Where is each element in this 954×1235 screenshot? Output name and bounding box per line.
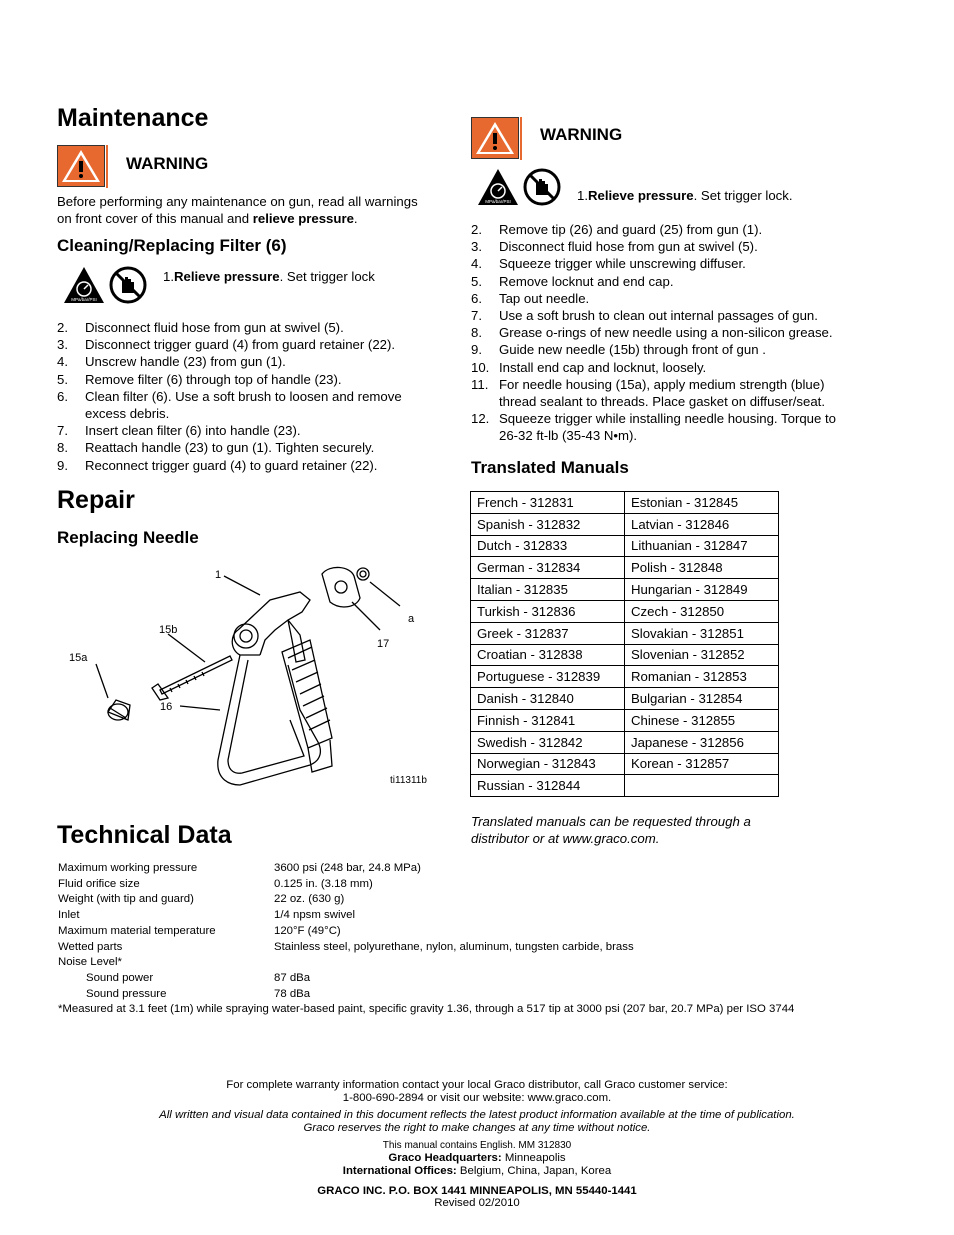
callout-16: 16 [160,701,173,713]
translated-note: Translated manuals can be requested through a distributor or at www.graco.com. [471,814,751,846]
table-row: Italian - 312835 Hungarian - 312849 [471,579,779,601]
callout-15a: 15a [69,652,88,664]
technical-title: Technical Data [57,821,232,849]
warranty-info: For complete warranty information contact your local Graco distributor, call Graco customer service: 1-800-690-2894 or visit our website: www.graco.com. [226,1079,728,1104]
needle-step-1: 1.Relieve pressure. Set trigger lock. [577,188,793,203]
list-item: 8. Reattach handle (23) to gun (1). Tighten securely. [57,440,375,456]
disclaimer: All written and visual data contained in this document reflects the latest product information available at the time of publication. Graco reserves the right to make changes at any time without notice. [159,1109,795,1134]
translated-table [470,491,779,797]
technical-table: Maximum working pressure 3600 psi (248 bar, 24.8 MPa) Fluid orifice size 0.125 in. (3.18 mm) Weight (with tip and guard) 22 oz. (630 g) Inlet 1/4 npsm swivel Maximum material temperature 120°F (49°C) Wetted parts Stainless steel, polyurethane, nylon, aluminum, tungsten carbide, brass Noise Level* Sound power 87 dBa Sound pressure 78 dBa [58,862,634,1000]
company-address: GRACO INC. P.O. BOX 1441 MINNEAPOLIS, MN 55440-1441 [317,1185,637,1197]
table-row: French - 312831 Estonian - 312845 [471,492,779,514]
list-item: 10. Install end cap and locknut, loosely. [471,359,707,375]
list-item: 2. Remove tip (26) and guard (25) from gun (1). [471,222,763,237]
no-hand-icon [108,265,148,305]
list-item: 2. Disconnect fluid hose from gun at swivel (5). [57,320,344,335]
list-item: 9. Guide new needle (15b) through front of gun . [471,342,766,358]
pressure-gauge-icon [476,167,520,207]
list-item: 3. Disconnect fluid hose from gun at swivel (5). [471,239,758,255]
warning-icon [57,145,105,187]
list-item: 6. Tap out needle. [471,290,590,306]
maintenance-intro [57,193,447,227]
warning-label: WARNING [126,154,209,173]
svg-text:MPa/bar/PSI: MPa/bar/PSI [485,199,511,204]
table-row: Turkish - 312836 Czech - 312850 [471,600,779,622]
list-item: 7. Use a soft brush to clean out internal passages of gun. [471,308,818,324]
table-row: Portuguese - 312839 Romanian - 312853 [471,666,779,688]
figure-id: ti11311b [390,775,427,786]
table-row: Swedish - 312842 Japanese - 312856 [471,731,779,753]
table-row: Dutch - 312833 Lithuanian - 312847 [471,535,779,557]
warning-divider [106,145,108,188]
needle-title: Replacing Needle [57,528,199,547]
list-item: 4. Squeeze trigger while unscrewing diffuser. [471,256,746,272]
table-row: Danish - 312840 Bulgarian - 312854 [471,688,779,710]
table-row: Spanish - 312832 Latvian - 312846 [471,513,779,535]
no-hand-icon [522,167,562,207]
spray-gun-diagram [60,560,450,790]
list-item: 5. Remove locknut and end cap. [471,273,674,289]
repair-title: Repair [57,486,135,514]
svg-text:MPa/bar/PSI: MPa/bar/PSI [71,297,97,302]
list-item: 9. Reconnect trigger guard (4) to guard retainer (22). [57,457,378,473]
intro-line-1: Before performing any maintenance on gun, read all warnings [57,194,418,209]
callout-17: 17 [377,638,390,650]
filter-steps [57,319,442,474]
table-row: Greek - 312837 Slovakian - 312851 [471,622,779,644]
callout-a: a [408,613,415,625]
table-row: Russian - 312844 [471,775,779,797]
offices: Graco Headquarters: Minneapolis International Offices: Belgium, China, Japan, Korea [342,1152,612,1177]
list-item: 12. Squeeze trigger while installing needle housing. Torque to 26-32 ft-lb (35-43 N•m). [471,411,836,444]
revision-date: Revised 02/2010 [434,1197,520,1209]
callout-1: 1 [215,569,222,581]
table-row: Norwegian - 312843 Korean - 312857 [471,753,779,775]
intro-line-2: on front cover of this manual and relieve pressure. [57,211,358,226]
table-row: German - 312834 Polish - 312848 [471,557,779,579]
callout-15b: 15b [159,624,178,636]
list-item: 5. Remove filter (6) through top of handle (23). [57,371,342,387]
filter-title: Cleaning/Replacing Filter (6) [57,236,287,255]
warning-label: WARNING [540,125,623,144]
list-item: 6. Clean filter (6). Use a soft brush to loosen and remove excess debris. [57,388,402,422]
maintenance-title: Maintenance [57,104,209,132]
table-row: Finnish - 312841 Chinese - 312855 [471,709,779,731]
manual-id: This manual contains English. MM 312830 [382,1140,572,1151]
list-item: 11. For needle housing (15a), apply medium strength (blue) thread sealant to threads. Place gasket on diffuser/seat. [471,376,825,410]
needle-steps [471,221,856,445]
pressure-gauge-icon [62,265,106,305]
warning-divider [520,117,522,160]
table-row: Croatian - 312838 Slovenian - 312852 [471,644,779,666]
filter-step-1: 1.Relieve pressure. Set trigger lock [163,269,375,284]
list-item: 8. Grease o-rings of new needle using a non-silicon grease. [471,325,833,341]
technical-footnote: *Measured at 3.1 feet (1m) while spraying water-based paint, specific gravity 1.36, through a 517 tip at 3000 psi (207 bar, 20.7 MPa) per ISO 3744 [58,1003,795,1015]
list-item: 7. Insert clean filter (6) into handle (23). [57,423,301,439]
list-item: 3. Disconnect trigger guard (4) from guard retainer (22). [57,337,396,353]
warning-icon [471,117,519,159]
translated-title: Translated Manuals [471,458,629,477]
list-item: 4. Unscrew handle (23) from gun (1). [57,354,286,370]
